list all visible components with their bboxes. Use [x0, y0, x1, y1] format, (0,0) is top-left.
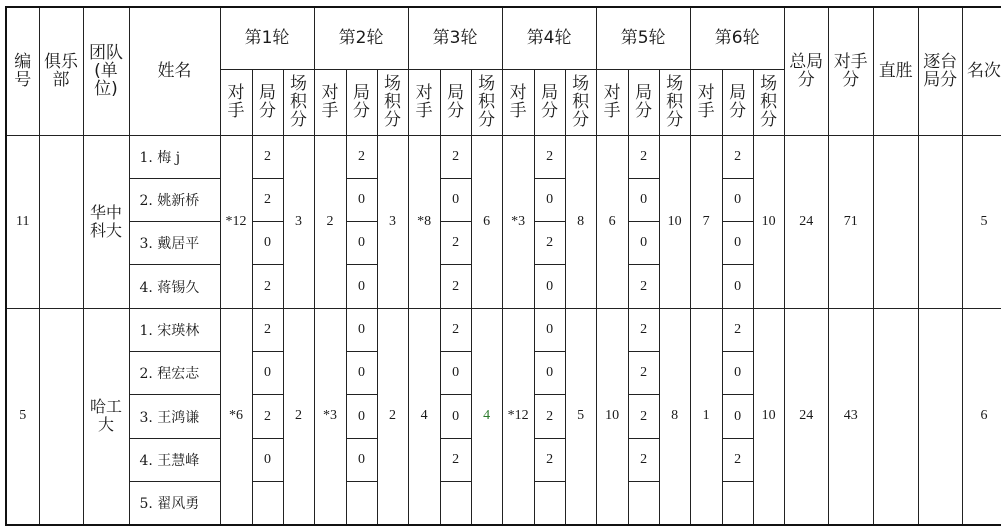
round-6-game-score: 2 — [722, 308, 753, 351]
player-name: 2. 姚新桥 — [129, 178, 220, 221]
player-name: 3. 戴居平 — [129, 222, 220, 265]
round-6-match-points: 10 — [753, 308, 784, 525]
subheader-round-1-game-score: 局分 — [252, 69, 283, 135]
round-5-game-score: 2 — [628, 265, 659, 308]
round-1-game-score: 2 — [252, 178, 283, 221]
round-2-match-points: 2 — [377, 308, 408, 525]
subheader-round-4-match-points: 场积分 — [565, 69, 596, 135]
round-1-game-score: 2 — [252, 265, 283, 308]
round-3-game-score: 2 — [440, 308, 471, 351]
round-6-game-score: 0 — [722, 178, 753, 221]
round-3-game-score: 0 — [440, 395, 471, 438]
player-name: 4. 王慧峰 — [129, 438, 220, 481]
header-club: 俱乐部 — [39, 7, 83, 135]
header-total-game-score: 总局分 — [784, 7, 828, 135]
round-2-game-score: 2 — [346, 135, 377, 178]
round-6-game-score: 0 — [722, 222, 753, 265]
round-4-game-score: 0 — [534, 352, 565, 395]
total-game-score: 24 — [784, 308, 828, 525]
header-board-score: 逐台局分 — [918, 7, 962, 135]
round-3-game-score: 2 — [440, 265, 471, 308]
player-name: 5. 翟风勇 — [129, 482, 220, 525]
team-club — [39, 135, 83, 308]
round-1-opponent: *6 — [220, 308, 252, 525]
header-opponent-score: 对手分 — [828, 7, 873, 135]
round-6-opponent: 1 — [690, 308, 722, 525]
round-5-game-score — [628, 482, 659, 525]
round-5-opponent: 6 — [596, 135, 628, 308]
round-6-game-score — [722, 482, 753, 525]
subheader-round-6-game-score: 局分 — [722, 69, 753, 135]
round-6-game-score: 2 — [722, 135, 753, 178]
round-2-game-score — [346, 482, 377, 525]
subheader-round-1-opponent: 对手 — [220, 69, 252, 135]
round-4-game-score — [534, 482, 565, 525]
header-round-1: 第1轮 — [220, 7, 314, 69]
total-game-score: 24 — [784, 135, 828, 308]
round-3-game-score: 2 — [440, 222, 471, 265]
header-id: 编号 — [6, 7, 39, 135]
standings-table-container — [5, 6, 1001, 526]
player-name: 1. 宋瑛林 — [129, 308, 220, 351]
round-5-game-score: 2 — [628, 352, 659, 395]
rank: 5 — [962, 135, 1001, 308]
round-2-game-score: 0 — [346, 395, 377, 438]
subheader-round-2-game-score: 局分 — [346, 69, 377, 135]
round-1-game-score — [252, 482, 283, 525]
round-5-match-points: 10 — [659, 135, 690, 308]
round-1-game-score: 2 — [252, 308, 283, 351]
subheader-round-6-opponent: 对手 — [690, 69, 722, 135]
header-name: 姓名 — [129, 7, 220, 135]
round-4-opponent: *12 — [502, 308, 534, 525]
round-4-opponent: *3 — [502, 135, 534, 308]
round-1-opponent: *12 — [220, 135, 252, 308]
round-4-game-score: 2 — [534, 438, 565, 481]
team-club — [39, 308, 83, 525]
round-3-opponent: *8 — [408, 135, 440, 308]
subheader-round-3-game-score: 局分 — [440, 69, 471, 135]
header-round-5: 第5轮 — [596, 7, 690, 69]
round-2-match-points: 3 — [377, 135, 408, 308]
round-4-game-score: 2 — [534, 135, 565, 178]
round-1-match-points: 2 — [283, 308, 314, 525]
header-round-4: 第4轮 — [502, 7, 596, 69]
subheader-round-6-match-points: 场积分 — [753, 69, 784, 135]
team-name — [83, 308, 129, 525]
round-3-game-score — [440, 482, 471, 525]
opponent-score: 43 — [828, 308, 873, 525]
header-round-6: 第6轮 — [690, 7, 784, 69]
table-row — [6, 308, 1001, 351]
team-name-label: 华中科大 — [89, 202, 122, 240]
subheader-round-2-match-points: 场积分 — [377, 69, 408, 135]
team-name-label: 哈工大 — [89, 397, 122, 435]
round-5-game-score: 2 — [628, 308, 659, 351]
round-2-game-score: 0 — [346, 352, 377, 395]
team-name — [83, 135, 129, 308]
round-3-match-points: 4 — [471, 308, 502, 525]
round-1-game-score: 0 — [252, 438, 283, 481]
round-4-game-score: 0 — [534, 265, 565, 308]
subheader-round-3-opponent: 对手 — [408, 69, 440, 135]
round-6-game-score: 0 — [722, 352, 753, 395]
round-5-opponent: 10 — [596, 308, 628, 525]
rank: 6 — [962, 308, 1001, 525]
round-4-game-score: 0 — [534, 178, 565, 221]
subheader-round-5-game-score: 局分 — [628, 69, 659, 135]
round-6-opponent: 7 — [690, 135, 722, 308]
header-round-3: 第3轮 — [408, 7, 502, 69]
round-1-game-score: 0 — [252, 222, 283, 265]
head-to-head — [873, 135, 918, 308]
round-5-game-score: 0 — [628, 178, 659, 221]
round-1-game-score: 0 — [252, 352, 283, 395]
subheader-round-2-opponent: 对手 — [314, 69, 346, 135]
round-5-match-points: 8 — [659, 308, 690, 525]
round-4-game-score: 2 — [534, 222, 565, 265]
subheader-round-4-game-score: 局分 — [534, 69, 565, 135]
header-rank: 名次 — [962, 7, 1001, 135]
round-4-match-points: 5 — [565, 308, 596, 525]
round-2-opponent: 2 — [314, 135, 346, 308]
table-body — [6, 135, 1001, 525]
standings-table — [5, 6, 1001, 526]
round-6-match-points: 10 — [753, 135, 784, 308]
subheader-round-1-match-points: 场积分 — [283, 69, 314, 135]
subheader-round-5-opponent: 对手 — [596, 69, 628, 135]
round-4-game-score: 0 — [534, 308, 565, 351]
header-team: 团队(单位) — [83, 7, 129, 135]
round-6-game-score: 0 — [722, 395, 753, 438]
round-5-game-score: 2 — [628, 135, 659, 178]
round-2-game-score: 0 — [346, 178, 377, 221]
header-round-2: 第2轮 — [314, 7, 408, 69]
round-5-game-score: 2 — [628, 438, 659, 481]
round-2-opponent: *3 — [314, 308, 346, 525]
round-2-game-score: 0 — [346, 438, 377, 481]
round-4-game-score: 2 — [534, 395, 565, 438]
round-3-game-score: 0 — [440, 352, 471, 395]
table-row — [6, 135, 1001, 178]
round-1-game-score: 2 — [252, 395, 283, 438]
head-to-head — [873, 308, 918, 525]
round-5-game-score: 0 — [628, 222, 659, 265]
round-2-game-score: 0 — [346, 222, 377, 265]
round-2-game-score: 0 — [346, 308, 377, 351]
round-4-match-points: 8 — [565, 135, 596, 308]
board-score — [918, 135, 962, 308]
subheader-round-5-match-points: 场积分 — [659, 69, 690, 135]
team-id: 11 — [6, 135, 39, 308]
subheader-round-3-match-points: 场积分 — [471, 69, 502, 135]
round-6-game-score: 0 — [722, 265, 753, 308]
opponent-score: 71 — [828, 135, 873, 308]
round-2-game-score: 0 — [346, 265, 377, 308]
player-name: 4. 蒋锡久 — [129, 265, 220, 308]
subheader-round-4-opponent: 对手 — [502, 69, 534, 135]
round-3-match-points: 6 — [471, 135, 502, 308]
round-3-game-score: 2 — [440, 135, 471, 178]
player-name: 1. 梅 j — [129, 135, 220, 178]
round-1-match-points: 3 — [283, 135, 314, 308]
round-3-game-score: 0 — [440, 178, 471, 221]
round-5-game-score: 2 — [628, 395, 659, 438]
round-3-opponent: 4 — [408, 308, 440, 525]
player-name: 3. 王鸿谦 — [129, 395, 220, 438]
team-id: 5 — [6, 308, 39, 525]
round-3-game-score: 2 — [440, 438, 471, 481]
player-name: 2. 程宏志 — [129, 352, 220, 395]
round-6-game-score: 2 — [722, 438, 753, 481]
round-1-game-score: 2 — [252, 135, 283, 178]
board-score — [918, 308, 962, 525]
header-head-to-head: 直胜 — [873, 7, 918, 135]
